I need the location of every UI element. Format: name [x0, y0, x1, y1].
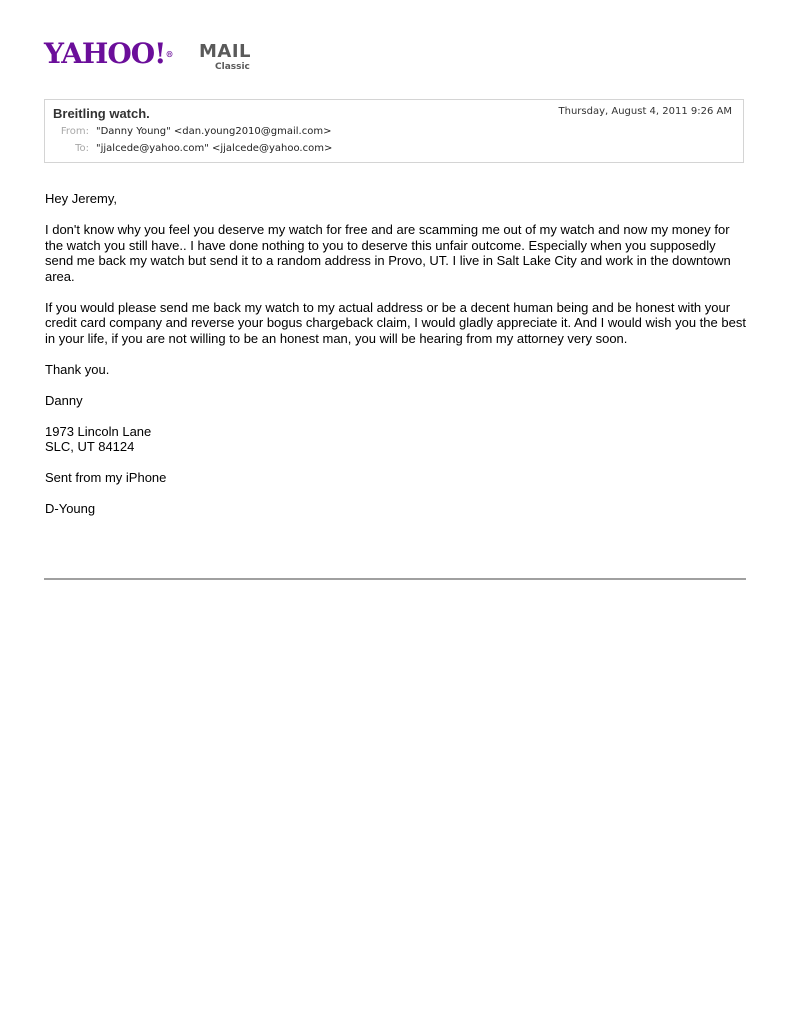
to-address: "jjalcede@yahoo.com" <jjalcede@yahoo.com> [96, 143, 333, 154]
registered-mark: ® [165, 49, 174, 59]
sent-from-signature: Sent from my iPhone [45, 470, 167, 485]
from-address: "Danny Young" <dan.young2010@gmail.com> [96, 126, 332, 137]
footer-divider [44, 578, 746, 580]
body-paragraph-1: I don't know why you feel you deserve my watch for free and are scamming me out of my watch and now my money for the watch you still have.. I have done nothing to you to deserve this unfair outcome. Especially when you supposedly send me back my watch but send it to a random address in Provo, UT. I live in Salt Lake City and work in the downtown area. [45, 222, 731, 284]
to-row [45, 143, 332, 154]
closing-thanks: Thank you. [45, 361, 110, 377]
address-line-1: 1973 Lincoln Lane [45, 423, 152, 439]
address-line-2: SLC, UT 84124 [45, 439, 135, 454]
greeting: Hey Jeremy, [45, 191, 117, 206]
message-subject: Breitling watch. [53, 106, 150, 121]
sender-name: Danny [45, 392, 83, 408]
message-date: Thursday, August 4, 2011 9:26 AM [558, 106, 732, 117]
mail-wordmark: MAIL [199, 41, 252, 62]
message-header [44, 99, 744, 163]
from-label: From: [60, 126, 89, 137]
yahoo-wordmark: YAHOO!® [44, 37, 174, 70]
signoff: D-Young [45, 501, 96, 516]
sender-address [45, 424, 747, 455]
from-row [45, 126, 331, 137]
message-body [45, 191, 747, 532]
to-label: To: [75, 143, 89, 154]
body-paragraph-2: If you would please send me back my watch to my actual address or be a decent human being and be honest with your credit card company and reverse your bogus chargeback claim, I would gladly appreciate it. And I would wish you the best in your life, if you are not willing to be an honest man, you will be hearing from my attorney very soon. [45, 299, 746, 346]
classic-label: Classic [215, 62, 250, 72]
